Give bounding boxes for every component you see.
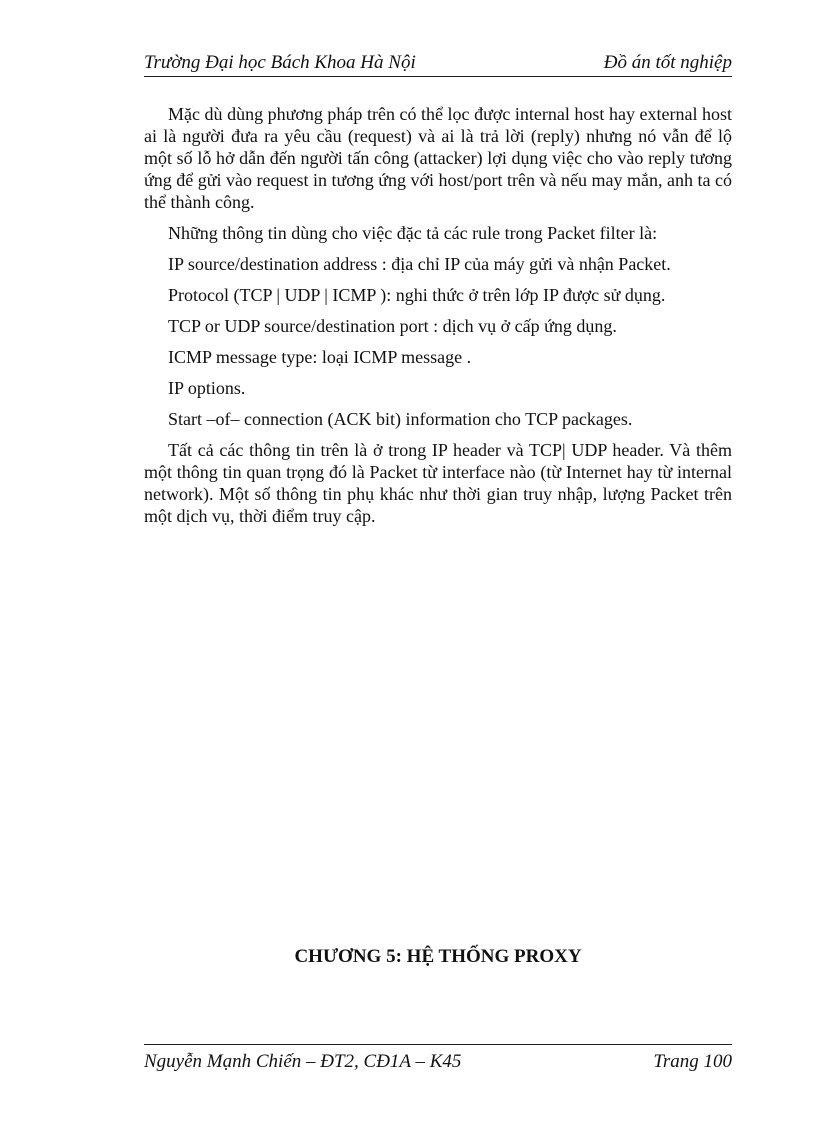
paragraph-rule-info: Những thông tin dùng cho việc đặc tả các rule trong Packet filter là:	[168, 223, 658, 243]
list-item: ICMP message type: loại ICMP message .	[168, 347, 472, 367]
header-document-type: Đồ án tốt nghiệp	[603, 52, 732, 73]
list-item: Start –of– connection (ACK bit) information cho TCP packages.	[168, 409, 633, 429]
page-header	[144, 50, 732, 77]
chapter-title: CHƯƠNG 5: HỆ THỐNG PROXY	[294, 946, 582, 967]
list-item: IP options.	[168, 378, 246, 398]
footer-author: Nguyễn Mạnh Chiến – ĐT2, CĐ1A – K45	[144, 1051, 462, 1072]
list-item: IP source/destination address : địa chỉ IP của máy gửi và nhận Packet.	[168, 254, 671, 274]
header-university: Trường Đại học Bách Khoa Hà Nội	[144, 52, 416, 73]
body-text	[144, 103, 732, 536]
paragraph-intro: Mặc dù dùng phương pháp trên có thể lọc được internal host hay external host ai là người đưa ra yêu cầu (request) và ai là trả lời (reply) nhưng nó vẫn để lộ một số lỗ hở dẫn đến người tấn công (attacker) lợi dụng việc cho vào reply tương ứng để gửi vào request in tương ứng với host/port trên và nếu may mắn, anh ta có thể thành công.	[144, 104, 732, 212]
paragraph-summary: Tất cả các thông tin trên là ở trong IP header và TCP| UDP header. Và thêm một thông tin quan trọng đó là Packet từ interface nào (từ Internet hay từ internal network). Một số thông tin phụ khác như thời gian truy nhập, lượng Packet trên một dịch vụ, thời điểm truy cập.	[144, 440, 732, 526]
footer-page-number: Trang 100	[653, 1051, 732, 1072]
list-item: Protocol (TCP | UDP | ICMP ): nghi thức ở trên lớp IP được sử dụng.	[168, 285, 666, 305]
page-footer	[144, 1044, 732, 1075]
list-item: TCP or UDP source/destination port : dịch vụ ở cấp ứng dụng.	[168, 316, 617, 336]
